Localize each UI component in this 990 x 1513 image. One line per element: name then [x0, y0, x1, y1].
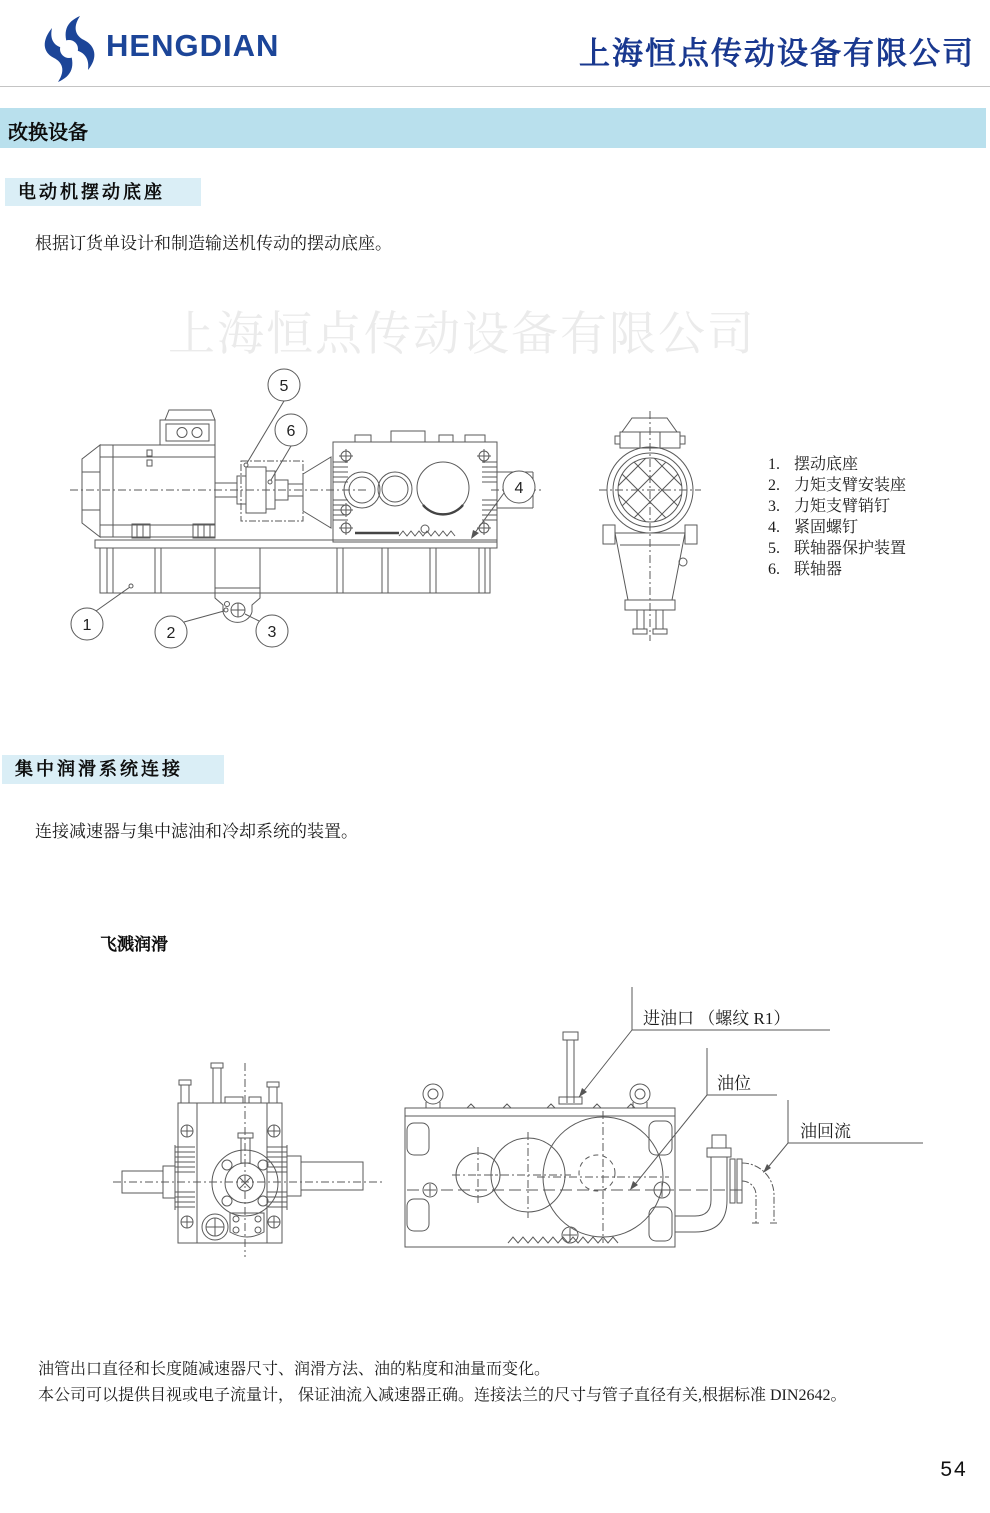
- page-banner: [0, 108, 986, 148]
- svg-text:1: 1: [82, 617, 92, 634]
- motor-end-view-outline: [581, 411, 719, 641]
- svg-text:2: 2: [166, 625, 176, 642]
- oil-return-pipe: [675, 1135, 778, 1232]
- oil-inlet-label: 进油口 （螺纹 R1）: [643, 1009, 791, 1028]
- splash-lubrication-label: 飞溅润滑: [100, 935, 168, 954]
- parts-list-item: 6. 联轴器: [768, 561, 843, 578]
- lubrication-description: 连接减速器与集中滤油和冷却系统的装置。: [35, 822, 358, 841]
- oil-inlet-pipe: [559, 1032, 582, 1104]
- svg-text:4: 4: [514, 480, 524, 497]
- oil-level-label: 油位: [717, 1074, 751, 1093]
- coupling-outline: [70, 457, 367, 528]
- motor-end-view-drawing: [595, 405, 725, 645]
- motor-outline: [82, 410, 215, 538]
- header-divider: [0, 86, 990, 87]
- parts-list-item: 4. 紧固螺钉: [768, 519, 859, 536]
- svg-text:6: 6: [286, 423, 296, 440]
- svg-text:3: 3: [267, 624, 277, 641]
- section-title-motor-swing-base: 电动机摆动底座: [5, 178, 201, 206]
- parts-list-item: 2. 力矩支臂安装座: [768, 477, 907, 494]
- oil-level-callout: [630, 1048, 777, 1190]
- lubrication-drawing: [55, 985, 945, 1285]
- callout-balloon-1: [71, 584, 133, 640]
- motor-base-description: 根据订货单设计和制造输送机传动的摆动底座。: [35, 234, 392, 253]
- callout-balloon-2: [155, 608, 228, 648]
- callout-balloon-6: [268, 414, 307, 484]
- gearbox-side-view-outline: [405, 1084, 745, 1247]
- reducer-end-view-outline: [113, 1063, 385, 1257]
- callout-balloon-3: [245, 614, 288, 647]
- svg-text:5: 5: [279, 378, 289, 395]
- oil-return-label: 油回流: [800, 1122, 851, 1141]
- watermark-text: 上海恒点传动设备有限公司: [168, 307, 756, 360]
- banner-title: 改换设备: [8, 122, 88, 144]
- callout-balloon-4: [471, 471, 535, 539]
- oil-inlet-callout: [579, 987, 830, 1097]
- company-name: 上海恒点传动设备有限公司: [579, 36, 975, 71]
- parts-list-item: 3. 力矩支臂销钉: [768, 498, 891, 515]
- parts-list-item: 1. 摆动底座: [768, 456, 859, 473]
- footer-note-2: 本公司可以提供目视或电子流量计， 保证油流入减速器正确。连接法兰的尺寸与管子直径有关,根据标准 DIN2642。: [38, 1387, 847, 1404]
- oil-return-callout: [763, 1100, 923, 1173]
- section-title-lubrication: 集中润滑系统连接: [2, 755, 224, 784]
- parts-list: [768, 454, 906, 580]
- parts-list-item: 5. 联轴器保护装置: [768, 540, 907, 557]
- swing-base-outline: [95, 540, 497, 622]
- motor-base-assembly-drawing: [55, 360, 555, 660]
- logo-wordmark: HENGDIAN: [106, 28, 280, 63]
- page-number: 54: [940, 1458, 968, 1481]
- footer-note-1: 油管出口直径和长度随减速器尺寸、润滑方法、油的粘度和油量而变化。: [38, 1361, 551, 1378]
